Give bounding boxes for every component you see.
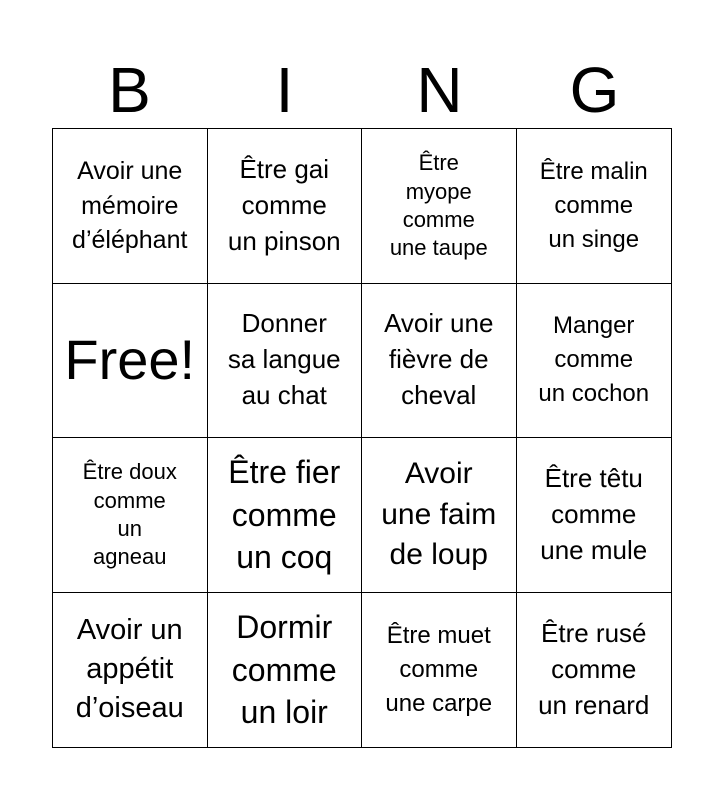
bingo-cell[interactable] [53,129,208,284]
bingo-cell[interactable] [362,438,517,593]
bingo-cell[interactable] [208,438,363,593]
cell-text: Avoir une faim de loup [381,457,497,571]
cell-text: Donner sa langue au chat [227,308,341,411]
bingo-cell[interactable] [53,438,208,593]
bingo-cell[interactable] [208,593,363,748]
cell-text: Dormir comme un loir [231,609,337,730]
header-letter-n: N [416,54,463,126]
cell-text: Avoir un appétit d’oiseau [75,614,184,725]
bingo-cell[interactable] [517,129,672,284]
cell-text: Être doux comme un agneau [82,459,177,569]
cell-text: Être rusé comme un renard [538,617,650,720]
bingo-cell[interactable] [362,593,517,748]
bingo-cell[interactable] [53,593,208,748]
bingo-cell[interactable] [517,593,672,748]
free-space-label: Free! [64,328,196,392]
cell-text: Être muet comme une carpe [385,621,493,717]
bingo-cell[interactable] [517,284,672,439]
bingo-card-grid [52,128,672,748]
bingo-cell[interactable] [362,129,517,284]
bingo-header [52,52,672,128]
cell-text: Être têtu comme une mule [540,462,648,565]
free-space-cell[interactable] [53,284,208,439]
header-letter-i: I [275,54,294,126]
bingo-cell[interactable] [362,284,517,439]
cell-text: Être myope comme une taupe [389,150,488,260]
bingo-cell[interactable] [208,129,363,284]
cell-text: Être fier comme un coq [228,454,341,575]
cell-text: Manger comme un cochon [538,312,650,408]
cell-text: Avoir une mémoire d’éléphant [72,157,188,254]
cell-text: Avoir une fièvre de cheval [384,308,494,411]
bingo-cell[interactable] [517,438,672,593]
header-letter-g: G [569,54,620,126]
bingo-cell[interactable] [208,284,363,439]
header-letter-b: B [108,54,151,126]
cell-text: Être malin comme un singe [539,157,648,253]
cell-text: Être gai comme un pinson [227,153,341,256]
